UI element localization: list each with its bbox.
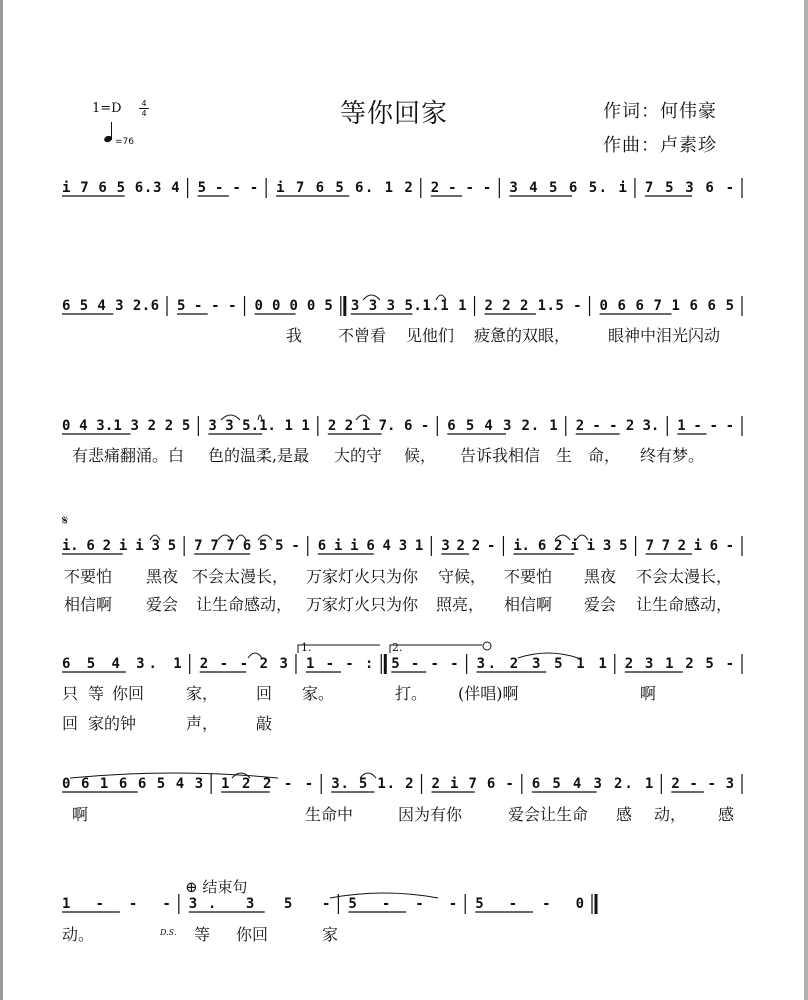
note-group: 0 4 3.1 3 2 2 5 bbox=[62, 418, 191, 434]
lyric-text: 生 bbox=[556, 446, 573, 465]
note-group: i. 6 2 i i 3 5 bbox=[513, 538, 628, 554]
first-ending-label: 1. bbox=[301, 641, 312, 654]
lyric-text: 动， bbox=[654, 805, 687, 824]
lyric-text: 候， bbox=[404, 446, 437, 465]
lyric-text: 回 bbox=[62, 714, 79, 733]
notation-row-6 bbox=[62, 774, 742, 794]
lyric-text: 我 bbox=[286, 326, 303, 345]
note-group: i 7 6 5 6.3 4 bbox=[62, 180, 180, 196]
lyric-text: 万家灯火只为你 bbox=[306, 595, 419, 614]
lyric-text: 你回 bbox=[236, 925, 269, 944]
lyric-text: 因为有你 bbox=[398, 805, 463, 824]
lyric-text: 动。 bbox=[62, 925, 95, 944]
note-group: 3 3 5.1. 1 1 bbox=[208, 418, 310, 434]
lyric-text: 疲惫的双眼， bbox=[474, 326, 571, 345]
lyric-text: 有悲痛翻涌。白 bbox=[72, 446, 185, 465]
note-group: 0 0 0 0 5 bbox=[254, 298, 333, 314]
lyric-text: 打。 bbox=[395, 684, 428, 703]
coda-icon bbox=[483, 642, 491, 650]
note-group: 2 - - 2 3 bbox=[199, 656, 288, 672]
note-group: 2 - - 2 3. bbox=[575, 418, 660, 434]
lyricist-credit: 作词：何伟豪 bbox=[603, 101, 717, 122]
lyric-text: 黑夜 bbox=[146, 567, 179, 586]
note-group: 6 5 4 3. 1 bbox=[62, 656, 182, 672]
note-group: 1 - - - bbox=[677, 418, 734, 434]
tempo-marking: =76 bbox=[115, 137, 134, 147]
lyric-text: 不会太漫长， bbox=[636, 567, 733, 586]
volta-bracket bbox=[298, 645, 380, 653]
lyric-text: 终有梦。 bbox=[640, 446, 705, 465]
dal-segno-mark: D.S. bbox=[160, 928, 177, 937]
lyric-text: 啊 bbox=[640, 684, 657, 703]
note-group: 2 2 2 1.5 - bbox=[484, 298, 582, 314]
lyric-text: 让生命感动， bbox=[196, 595, 293, 614]
lyric-text: 你回 bbox=[112, 684, 145, 703]
note-group: 2 2 1 7. 6 - bbox=[327, 418, 430, 434]
lyric-text: 不会太漫长， bbox=[192, 567, 289, 586]
lyric-text: 色的温柔,是最 bbox=[208, 446, 310, 465]
note-group: 6 5 4 3 2.6 bbox=[62, 298, 159, 314]
time-signature-bottom: 4 bbox=[141, 109, 147, 118]
note-group: 3. 3 5 - bbox=[188, 896, 331, 912]
lyric-text: 只 bbox=[62, 684, 79, 703]
segno-icon: 𝄋 bbox=[62, 513, 69, 529]
lyric-text: 不曾看 bbox=[338, 326, 387, 345]
lyric-text: 见他们 bbox=[406, 326, 455, 345]
notation-row-5 bbox=[62, 654, 742, 674]
lyric-text: 家， bbox=[186, 684, 219, 703]
lyric-text: 家 bbox=[322, 925, 339, 944]
note-group: 7 7 2 i 6 - bbox=[645, 538, 734, 554]
note-group: 5 - - - bbox=[391, 656, 459, 672]
notation-row-1 bbox=[62, 178, 742, 198]
lyric-text: 告诉我相信 bbox=[460, 446, 541, 465]
lyric-text: 爱会让生命 bbox=[508, 805, 589, 824]
note-group: i. 6 2 i i 3 5 bbox=[62, 538, 177, 554]
note-group: 5 - - - bbox=[177, 298, 237, 314]
note-group: 3 4 5 6 5. i bbox=[509, 180, 627, 196]
note-group: 2 - - - bbox=[430, 180, 492, 196]
lyric-text: 生命中 bbox=[305, 805, 354, 824]
lyric-text: 万家灯火只为你 bbox=[306, 567, 419, 586]
second-ending-label: 2. bbox=[392, 641, 403, 654]
lyric-text: 黑夜 bbox=[584, 567, 617, 586]
note-group: 6 5 4 3 2. 1 bbox=[531, 776, 654, 792]
coda-label: ⊕ 结束句 bbox=[185, 878, 248, 896]
notation-row-4 bbox=[62, 536, 742, 556]
note-group: 3. 2 3 5 1 1 bbox=[476, 656, 607, 672]
lyric-text: (伴唱)啊 bbox=[458, 684, 519, 703]
lyric-text: 啊 bbox=[72, 805, 89, 824]
lyric-text: 家。 bbox=[302, 684, 335, 703]
lyric-text: 声， bbox=[186, 714, 219, 733]
note-group: 7 5 3 6 - bbox=[644, 180, 734, 196]
key-signature: 1=D bbox=[92, 101, 122, 116]
lyric-text: 眼神中泪光闪动 bbox=[608, 326, 721, 345]
lyric-text: 命， bbox=[588, 446, 621, 465]
notation-row-2 bbox=[62, 296, 742, 316]
lyric-text: 敲 bbox=[256, 714, 273, 733]
composer-credit: 作曲：卢素珍 bbox=[603, 135, 717, 156]
time-signature-top: 4 bbox=[141, 99, 147, 108]
lyric-text: 相信啊 bbox=[504, 595, 553, 614]
note-group: 0 6 1 6 6 5 4 3 bbox=[62, 776, 204, 792]
note-group: 2 3 1 2 5 - bbox=[624, 656, 734, 672]
notation-row-3 bbox=[62, 416, 742, 436]
lyric-text: 不要怕 bbox=[64, 567, 113, 586]
lyric-text: 让生命感动， bbox=[636, 595, 733, 614]
volta-bracket bbox=[390, 645, 482, 653]
note-group: 1 - - - bbox=[62, 896, 171, 912]
song-title: 等你回家 bbox=[340, 99, 449, 129]
note-group: 5 - - 0 bbox=[475, 896, 584, 912]
note-group: 3. 5 1. 2 bbox=[331, 776, 414, 792]
note-group: 2 i 7 6 - bbox=[431, 776, 514, 792]
note-group: 5 - - - bbox=[197, 180, 259, 196]
note-group: 2 - - 3 bbox=[671, 776, 734, 792]
lyric-text: 照亮， bbox=[436, 595, 485, 614]
note-group: 1 2 2 - - bbox=[221, 776, 314, 792]
lyric-text: 家的钟 bbox=[88, 714, 137, 733]
note-group: 7 7 7 6 5 5 - bbox=[194, 538, 300, 554]
lyric-text: 等 bbox=[194, 925, 211, 944]
note-group: 6 5 4 3 2. 1 bbox=[447, 418, 558, 434]
lyric-text: 感 bbox=[616, 805, 633, 824]
note-group: 0 6 6 7 1 6 6 5 bbox=[599, 298, 734, 314]
lyric-text: 等 bbox=[88, 684, 105, 703]
lyric-text: 大的守 bbox=[334, 446, 383, 465]
note-group: i 7 6 5 6. 1 2 bbox=[276, 180, 413, 196]
note-group: 1 - - : bbox=[305, 656, 374, 672]
lyric-text: 相信啊 bbox=[64, 595, 113, 614]
lyric-text: 爱会 bbox=[146, 595, 179, 614]
lyric-text: 回 bbox=[256, 684, 273, 703]
note-group: 6 i i 6 4 3 1 bbox=[317, 538, 424, 554]
notation-row-7 bbox=[62, 894, 596, 914]
lyric-text: 守候， bbox=[438, 567, 487, 586]
note-group: 3 2 2 - bbox=[441, 538, 496, 554]
lyric-text: 感 bbox=[718, 805, 735, 824]
note-group: 5 - - - bbox=[348, 896, 458, 912]
lyric-text: 不要怕 bbox=[504, 567, 553, 586]
note-group: 3 3 3 5.1.1 1 bbox=[350, 298, 467, 314]
lyric-text: 爱会 bbox=[584, 595, 617, 614]
